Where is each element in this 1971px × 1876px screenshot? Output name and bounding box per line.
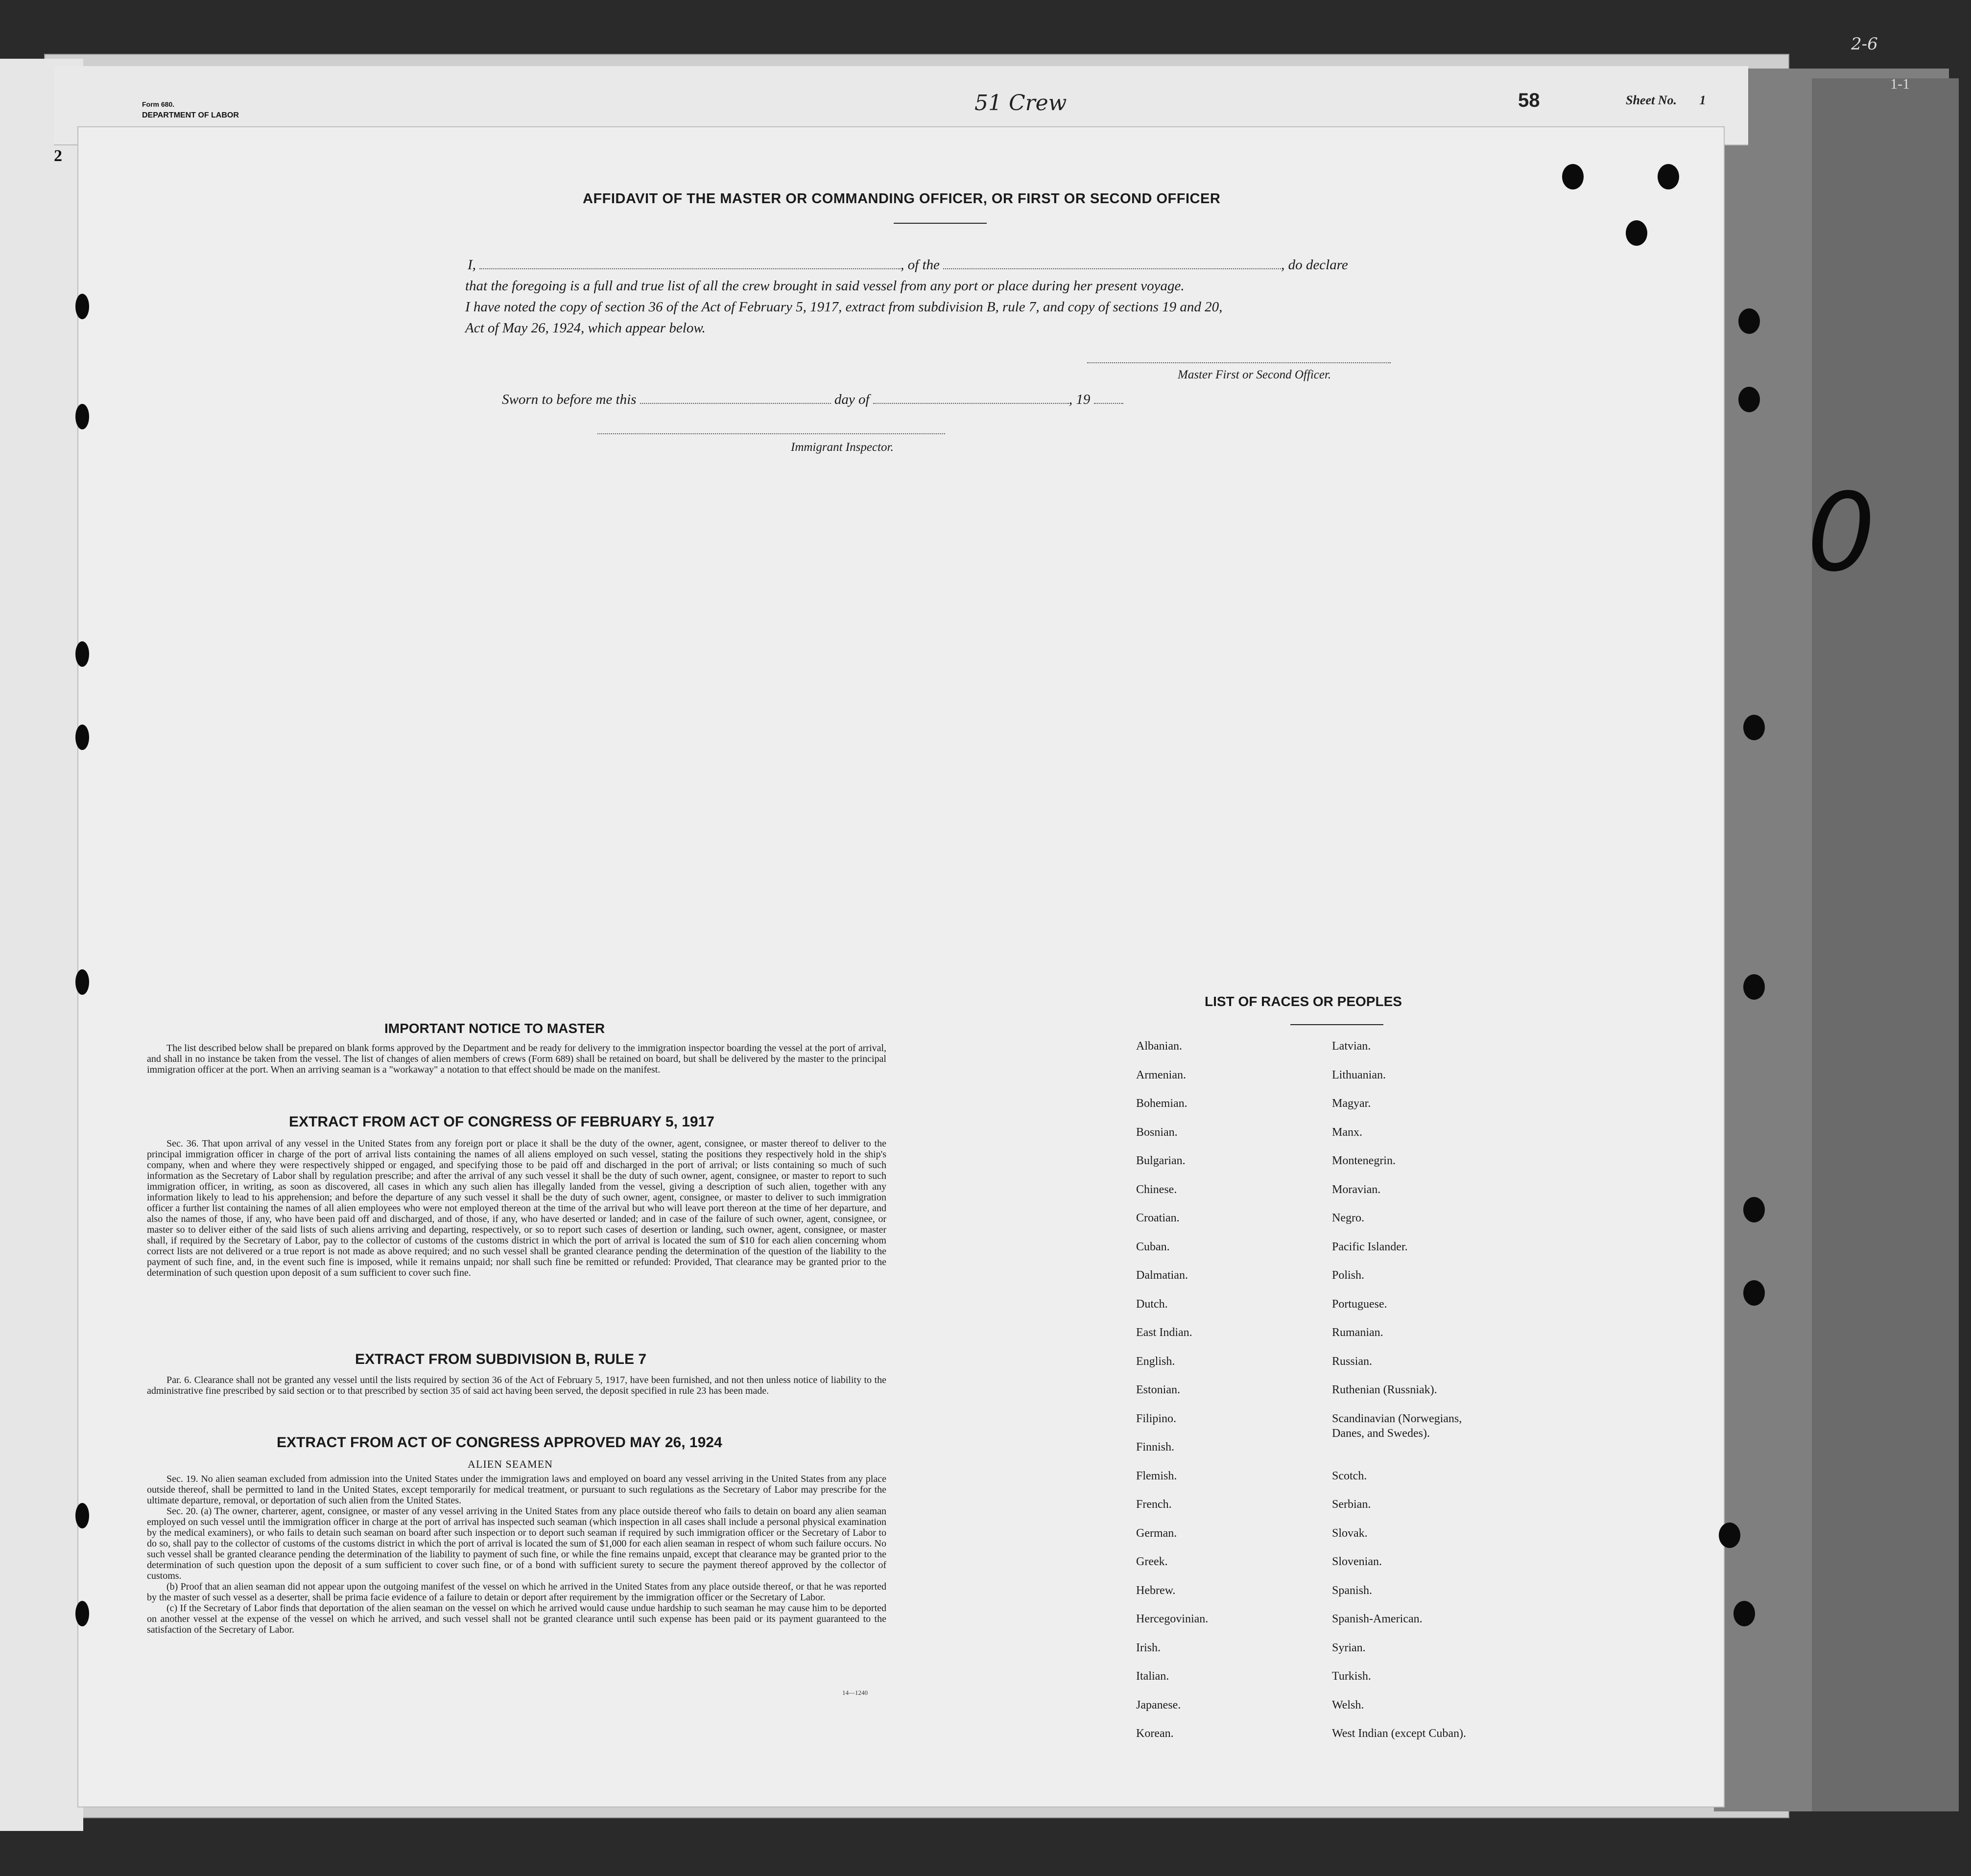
declaration-line-3: I have noted the copy of section 36 of the Act of February 5, 1917, extract from subdivision B, rule 7, and copy of sections 19 and 20, [465,299,1223,315]
race-item: Ruthenian (Russniak). [1332,1384,1437,1396]
declaration-line-4: Act of May 26, 1924, which appear below. [465,320,706,336]
form-number: Form 680. [142,100,175,108]
race-item: Negro. [1332,1212,1364,1224]
race-item: Slovak. [1332,1526,1368,1540]
sworn-year-blank[interactable] [1094,393,1123,404]
left-margin-number: 2 [54,147,62,165]
race-item: Rumanian. [1332,1326,1383,1339]
race-item: Pacific Islander. [1332,1240,1408,1253]
race-item: Bosnian. [1136,1126,1178,1139]
notice-text: The list described below shall be prepared on blank forms approved by the Department and be ready for delivery to the immigration inspector boarding the vessel at the port of arrival, and shall in no instance be taken from the vessel. The list of changes of alien members of crews (Form 689) shall be retained on board, but shall be delivered by the master to the principal immigration officer at the port. When an arriving seaman is a "workaway" a notation to that effect should be made on the manifest. [147,1043,886,1075]
corner-mark: 2-6 [1851,34,1878,54]
race-item: Serbian. [1332,1498,1371,1511]
punch-hole [1734,1601,1755,1626]
alien-seamen-subtitle: ALIEN SEAMEN [468,1458,553,1470]
race-item: Finnish. [1136,1441,1175,1454]
race-item: German. [1136,1526,1177,1540]
punch-hole [1743,1280,1765,1306]
affidavit-page [78,127,1724,1806]
race-item: Portuguese. [1332,1297,1387,1311]
race-item: Manx. [1332,1126,1362,1139]
race-item: Armenian. [1136,1068,1186,1081]
race-item: Scandinavian (Norwegians, Danes, and Swedes). [1332,1412,1462,1440]
punch-hole [75,969,89,995]
handwritten-zero: 0 [1807,470,1876,595]
affidavit-title: AFFIDAVIT OF THE MASTER OR COMMANDING OFFICER, OR FIRST OR SECOND OFFICER [583,191,1221,207]
punch-hole [1719,1523,1740,1548]
race-item: Montenegrin. [1332,1154,1396,1167]
handwritten-crew-note: 51 Crew [974,91,1067,116]
declaration-line-2: that the foregoing is a full and true list of all the crew brought in said vessel from any port or place during her present voyage. [465,278,1185,294]
punch-hole [1743,715,1765,740]
race-item: Dalmatian. [1136,1269,1188,1282]
punch-hole [75,641,89,667]
punch-hole [75,404,89,429]
sworn-day-of: day of [834,392,870,407]
rule-7-title: EXTRACT FROM SUBDIVISION B, RULE 7 [355,1351,647,1367]
section-20c-text: (c) If the Secretary of Labor finds that deportation of the alien seaman on the vessel on which he arrived would cause undue hardship to such seaman he may cause him to be deported on another vessel at the expense of the vessel on which he arrived, and such vessel shall not be granted clearance until such expense has been paid or its payment guaranteed to the satisfaction of the Secretary of Labor. [147,1603,886,1635]
race-item: English. [1136,1355,1175,1368]
sworn-month-blank[interactable] [873,393,1069,404]
races-left-column [1136,1039,1342,1755]
declaration-i: I, [468,257,476,273]
punch-hole [75,1601,89,1626]
race-item: Albanian. [1136,1040,1182,1053]
vessel-blank[interactable] [943,258,1281,269]
sheet-number-label: Sheet No. [1626,93,1677,107]
punch-hole [1626,220,1647,246]
races-title: LIST OF RACES OR PEOPLES [1205,994,1402,1009]
punch-hole [1562,164,1584,189]
department-label: DEPARTMENT OF LABOR [142,111,239,119]
race-item: East Indian. [1136,1326,1192,1339]
sheet-number-value: 1 [1699,93,1706,107]
section-20a-text: Sec. 20. (a) The owner, charterer, agent, consignee, or master of any vessel arriving in the United States from any place outside thereof who fails to detain on board any alien seaman employed on such vessel until the immigration officer in charge at the port of arrival has inspected such seaman (which inspection in all cases shall include a personal physical examination by the medical examiners), or who fails to detain such seaman on board after such inspection or to deport such seaman if required by such immigration officer or the Secretary of Labor to do so, shall pay to the collector of customs of the customs district in which the port of arrival is located the sum of $1,000 for each alien seaman in respect of whom such failure occurs. No such vessel shall be granted clearance pending the determination of the liability to payment of such fine, or while the fine remains unpaid, except that clearance may be granted prior to the determination of such question upon the deposit of a sum sufficient to cover such fine, or of a bond with sufficient surety to secure the payment thereof approved by the collector of customs. [147,1506,886,1581]
race-item: Bulgarian. [1136,1154,1186,1167]
manifest-number: 58 [1518,90,1540,111]
master-signature-line[interactable] [1087,362,1391,363]
race-item: Flemish. [1136,1469,1177,1482]
extract-1924-title: EXTRACT FROM ACT OF CONGRESS APPROVED MAY 26, 1924 [277,1434,722,1451]
right-folder-cover [1812,78,1959,1811]
punch-hole [1658,164,1679,189]
name-blank[interactable] [479,258,901,269]
races-rule [1290,1024,1383,1025]
extract-1917-text: Sec. 36. That upon arrival of any vessel in the United States from any foreign port or place it shall be the duty of the owner, agent, consignee, or master thereof to deliver to the principal immigration officer in charge of the port of arrival lists containing the names of all aliens employed on such vessel, stating the positions they respectively hold in the ship's company, when and where they were respectively shipped or engaged, and specifying those to be paid off and discharged in the port of arrival; or lists containing so much of such information as the Secretary of Labor shall by regulation prescribe; and after the arrival of any such vessel it shall be the duty of such owner, agent, consignee, or master to report to such immigration officer, in writing, as soon as discovered, all cases in which any such alien has illegally landed from the vessel, giving a description of such alien, together with any information likely to lead to his apprehension; and before the departure of any such vessel it shall be the duty of such owner, agent, consignee, or master to deliver to such immigration officer a further list containing the names of all alien employees who were not employed thereon at the time of the arrival but who will leave port thereon at the time of her departure, and also the names of those, if any, who have been paid off and discharged, and of those, if any, who have deserted or landed; and in case of the failure of such owner, agent, consignee, or master so to deliver either of the said lists of such aliens arriving and departing, respectively, or so to report such cases of desertion or landing, such owner, agent, consignee, or master shall, if required by the Secretary of Labor, pay to the collector of customs of the customs district in which the port of arrival is located the sum of $10 for each alien concerning whom correct lists are not delivered or a true report is not made as above required; and no such vessel shall be granted clearance pending the determination of the question of the liability to the payment of such fine, and, in the event such fine is imposed, while it remains unpaid; nor shall such fine be remitted or refunded: Provided, That clearance may be granted prior to the determination of such question upon deposit of a sum sufficient to cover such fine. [147,1138,886,1278]
race-item: Turkish. [1332,1670,1371,1683]
race-item: Irish. [1136,1641,1161,1654]
punch-hole [75,725,89,750]
punch-hole [1738,308,1760,334]
sworn-day-blank[interactable] [640,393,831,404]
master-signature-label: Master First or Second Officer. [1178,368,1331,381]
punch-hole [75,294,89,319]
race-item: Japanese. [1136,1698,1181,1712]
race-item: Croatian. [1136,1212,1180,1224]
extract-1917-title: EXTRACT FROM ACT OF CONGRESS OF FEBRUARY 5, 1917 [289,1114,714,1130]
race-item: Chinese. [1136,1183,1177,1196]
declaration-line-1 [468,255,1398,276]
race-item: Magyar. [1332,1097,1371,1110]
race-item: Scotch. [1332,1469,1367,1482]
punch-hole [1743,1197,1765,1222]
left-paper-edge [0,59,83,1831]
race-item: Russian. [1332,1355,1373,1368]
section-19-text: Sec. 19. No alien seaman excluded from admission into the United States under the immigration laws and employed on board any vessel arriving in the United States from any place outside thereof, shall be permitted to land in the United States, except temporarily for medical treatment, or pursuant to such regulations as the Secretary of Labor may prescribe for the ultimate departure, removal, or deportation of such alien from the United States. [147,1474,886,1506]
races-right-column [1332,1039,1538,1755]
inspector-signature-line[interactable] [597,433,945,434]
race-item: Greek. [1136,1555,1168,1568]
sheet-number [1626,93,1706,108]
race-item: Welsh. [1332,1698,1364,1712]
race-item: Filipino. [1136,1412,1177,1425]
race-item: Korean. [1136,1727,1174,1740]
race-item: Hebrew. [1136,1584,1176,1597]
race-item: Latvian. [1332,1040,1371,1053]
section-20b-text: (b) Proof that an alien seaman did not appear upon the outgoing manifest of the vessel on which he arrived in the United States from any place outside thereof, or that he was reported by the master of such vessel as a deserter, shall be prima facie evidence of a failure to detain or deport after requirement by the immigration officer or the Secretary of Labor. [147,1581,886,1603]
affidavit-declaration [465,255,1398,339]
punch-hole [75,1503,89,1528]
race-item: West Indian (except Cuban). [1332,1727,1466,1740]
punch-hole [1743,974,1765,1000]
notice-title: IMPORTANT NOTICE TO MASTER [384,1021,605,1036]
extract-1924-text [147,1474,886,1635]
race-item: Polish. [1332,1269,1365,1282]
print-code: 14—1240 [842,1689,868,1696]
punch-hole [1738,387,1760,412]
race-item: Estonian. [1136,1384,1180,1396]
race-item: Bohemian. [1136,1097,1187,1110]
title-rule [894,223,987,224]
rule-7-text: Par. 6. Clearance shall not be granted any vessel until the lists required by section 36 of the Act of February 5, 1917, have been furnished, and not then unless notice of liability to the administrative fine prescribed by said section or to that prescribed by section 35 of said act having been served, the deposit specified in rule 23 has been made. [147,1375,886,1396]
race-item: Slovenian. [1332,1555,1382,1568]
race-item: Syrian. [1332,1641,1366,1654]
sworn-label: Sworn to before me this [502,392,637,407]
sworn-year-prefix: , 19 [1069,392,1091,407]
inspector-label: Immigrant Inspector. [791,441,894,454]
race-item: Moravian. [1332,1183,1381,1196]
race-item: Lithuanian. [1332,1068,1386,1081]
race-item: French. [1136,1498,1172,1511]
sworn-statement [502,392,1123,408]
race-item: Dutch. [1136,1297,1168,1311]
race-item: Spanish. [1332,1584,1373,1597]
race-item: Spanish-American. [1332,1613,1423,1625]
side-mark: 1-1 [1890,76,1910,92]
race-item: Hercegovinian. [1136,1613,1209,1625]
race-item: Cuban. [1136,1240,1170,1253]
race-item: Italian. [1136,1670,1169,1683]
declaration-of-the: , of the [901,257,940,273]
declaration-do-declare: , do declare [1281,257,1348,273]
